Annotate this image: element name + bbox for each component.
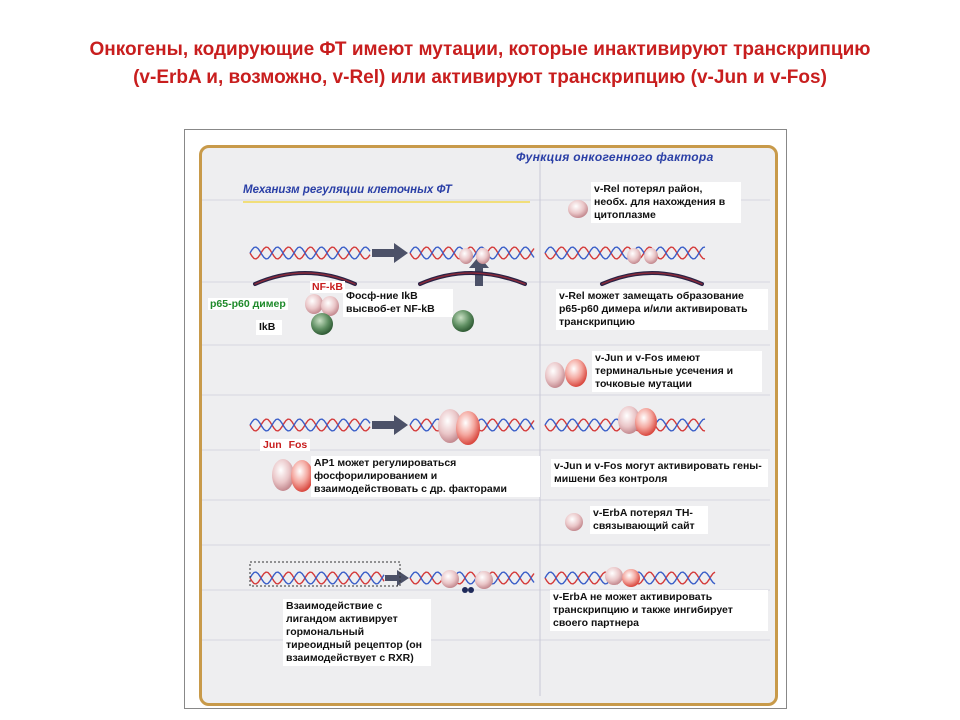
header-regulation-mechanism: Механизм регуляции клеточных ФТ — [243, 184, 452, 196]
arrow-row4 — [385, 570, 409, 586]
label-ap1-regulation: AP1 может регулироваться фосфорилированием и взаимодействовать с др. факторами — [311, 456, 540, 497]
label-vrel-replace-dimer: v-Rel может замещать образование p65-p60 димера и/или активировать транскрипцию — [556, 289, 768, 330]
arrow-row1 — [372, 243, 408, 263]
slide-title-line2: (v-ErbA и, возможно, v-Rel) или активируют транскрипцию (v-Jun и v-Fos) — [133, 67, 827, 88]
label-erba-inhibit: v-ErbA не может активировать транскрипцию и также ингибирует своего партнера — [550, 590, 768, 631]
label-jun-fos: Jun Fos — [260, 439, 310, 451]
label-ligand-interaction: Взаимодействие с лигандом активирует гормональный тиреоидный рецептор (он взаимодействует с RXR) — [283, 599, 431, 666]
label-erba-lost-site: v-ErbA потерял TH-связывающий сайт — [590, 506, 708, 534]
slide-title-line1: Онкогены, кодирующие ФТ имеют мутации, которые инактивируют транскрипцию — [89, 39, 871, 60]
label-p65-p60: p65-p60 димер — [210, 298, 286, 310]
label-vrel-lost-region: v-Rel потерял район, необх. для нахождения в цитоплазме — [591, 182, 741, 223]
label-ikb-phosphorylation: Фосф-ние IkB высвоб-ет NF-kB — [343, 289, 453, 317]
label-junfos-mutations: v-Jun и v-Fos имеют терминальные усечения и точковые мутации — [592, 351, 762, 392]
arrow-row3 — [372, 415, 408, 435]
protein-blobs — [272, 200, 658, 593]
label-nfkb: NF-kB — [312, 281, 343, 293]
header-oncogene-function: Функция онкогенного фактора — [516, 150, 714, 164]
label-junfos-activate: v-Jun и v-Fos могут активировать гены-мишени без контроля — [551, 459, 768, 487]
label-ikb: IkB — [256, 320, 282, 335]
